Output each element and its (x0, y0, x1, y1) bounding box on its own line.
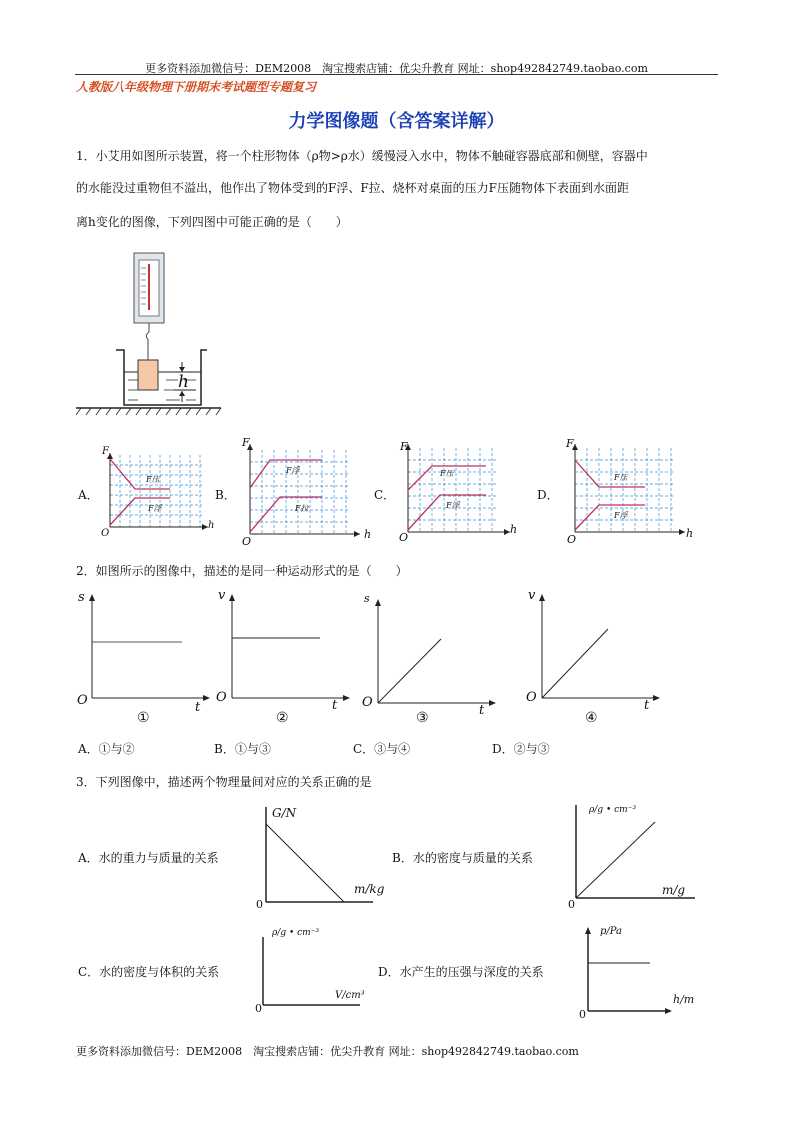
q2-g3-x: t (479, 703, 485, 718)
q3-b-ylabel: ρ/g • cm⁻³ (589, 805, 637, 815)
page-footer: 更多资料添加微信号：DEM2008 淘宝搜索店铺：优尖升教育 网址：shop492842749.taobao.com (76, 1045, 579, 1058)
q1-d-o: O (567, 533, 577, 546)
apparatus-h-label: h (178, 372, 189, 392)
q3-a-ylabel: G/N (272, 806, 297, 820)
q2-graph-2 (220, 590, 350, 710)
q3-a-origin: 0 (256, 898, 263, 911)
q1-b-f: F (242, 436, 250, 449)
q2-g4-x: t (644, 698, 650, 713)
q2-g4-y: v (528, 588, 536, 603)
q2-g2-o: O (216, 690, 227, 705)
q2-graph-3 (366, 595, 496, 715)
q2-g1-y: s (78, 590, 85, 605)
q1-a-h: h (208, 520, 215, 531)
q3-graph-c (255, 925, 365, 1015)
q1-d-bottom-series: F浮 (614, 511, 628, 520)
q1-line-2: 的水能没过重物但不溢出，他作出了物体受到的F浮、F拉、烧杯对桌面的压力F压随物体下表面到水面距 (76, 181, 629, 195)
series-subtitle: 人教版八年级物理下册期末考试题型专题复习 (76, 80, 317, 94)
spring-scale-icon (134, 253, 164, 339)
q3-d-origin: 0 (579, 1008, 586, 1021)
q3-a-xlabel: m/kg (354, 882, 385, 896)
q1-a-o: O (101, 528, 110, 539)
q1-graph-c (398, 440, 523, 545)
q1-d-h: h (686, 527, 694, 540)
q3-c-xlabel: V/cm³ (335, 990, 365, 1001)
q2-choice-a[interactable]: A．①与② (78, 742, 135, 756)
q1-b-bottom-series: F拉 (295, 504, 309, 513)
q1-d-f: F (566, 437, 574, 450)
q2-g1-x: t (195, 700, 201, 715)
q3-b-xlabel: m/g (662, 883, 686, 897)
q1-d-top-series: F压 (614, 473, 628, 482)
q2-g1-num: ① (137, 710, 150, 726)
q1-a-bottom-series: F浮 (148, 504, 162, 513)
q1-b-top-series: F浮 (286, 466, 300, 475)
q2-g2-num: ② (276, 710, 289, 726)
q2-g3-o: O (362, 695, 373, 710)
q1-graph-d (565, 438, 695, 543)
q1-option-d-label[interactable]: D． (537, 488, 559, 502)
q1-c-bottom-series: F浮 (446, 501, 460, 510)
q2-g4-num: ④ (585, 710, 598, 726)
q1-c-h: h (510, 523, 518, 536)
q3-option-c-text[interactable]: C．水的密度与体积的关系 (78, 965, 220, 979)
q3-d-xlabel: h/m (673, 993, 695, 1006)
q3-option-d-text[interactable]: D．水产生的压强与深度的关系 (378, 965, 544, 979)
q1-b-o: O (242, 535, 252, 548)
q1-a-top-series: F压 (146, 475, 160, 484)
q3-option-a-text[interactable]: A．水的重力与质量的关系 (78, 851, 219, 865)
q1-option-c-label[interactable]: C． (374, 488, 396, 502)
q2-graph-4 (530, 590, 660, 710)
q2-g4-o: O (526, 690, 537, 705)
q2-choice-b[interactable]: B．①与③ (214, 742, 271, 756)
header-rule (75, 74, 718, 75)
q1-graph-a (100, 445, 220, 545)
q3-option-b-text[interactable]: B．水的密度与质量的关系 (392, 851, 533, 865)
q3-c-ylabel: ρ/g • cm⁻³ (272, 928, 320, 938)
q1-option-a-label[interactable]: A． (78, 488, 99, 502)
q2-g1-o: O (77, 693, 88, 708)
q2-choice-c[interactable]: C．③与④ (353, 742, 411, 756)
q2-g3-num: ③ (416, 710, 429, 726)
q1-line-1: 1．小艾用如图所示装置，将一个柱形物体（ρ物>ρ水）缓慢浸入水中，物体不触碰容器底部和侧壁，容器中 (76, 149, 648, 163)
q1-c-o: O (399, 531, 409, 544)
q2-g2-y: v (218, 588, 226, 603)
q3-c-origin: 0 (255, 1002, 262, 1015)
q2-graph-1 (80, 590, 210, 710)
q3-b-origin: 0 (568, 898, 575, 911)
table-surface (76, 408, 221, 415)
q2-stem: 2．如图所示的图像中，描述的是同一种运动形式的是（ ） (76, 564, 408, 578)
q3-d-ylabel: p/Pa (600, 926, 623, 937)
q3-stem: 3．下列图像中，描述两个物理量间对应的关系正确的是 (76, 775, 372, 789)
page-title: 力学图像题（含答案详解） (288, 111, 505, 132)
q1-c-f: F (400, 440, 408, 453)
q1-c-top-series: F压 (440, 469, 454, 478)
q2-g3-y: s (364, 592, 370, 605)
page-header: 更多资料添加微信号：DEM2008 淘宝搜索店铺：优尖升教育 网址：shop492842749.taobao.com (145, 62, 648, 75)
q1-line-3: 离h变化的图像，下列四图中可能正确的是（ ） (76, 215, 348, 229)
q2-choice-d[interactable]: D．②与③ (492, 742, 550, 756)
q1-option-b-label[interactable]: B． (215, 488, 236, 502)
q1-a-f: F (102, 446, 109, 457)
q2-g2-x: t (332, 698, 338, 713)
spring-scale-beaker-figure (76, 250, 226, 425)
q1-b-h: h (364, 528, 372, 541)
q1-graph-b (240, 438, 370, 548)
